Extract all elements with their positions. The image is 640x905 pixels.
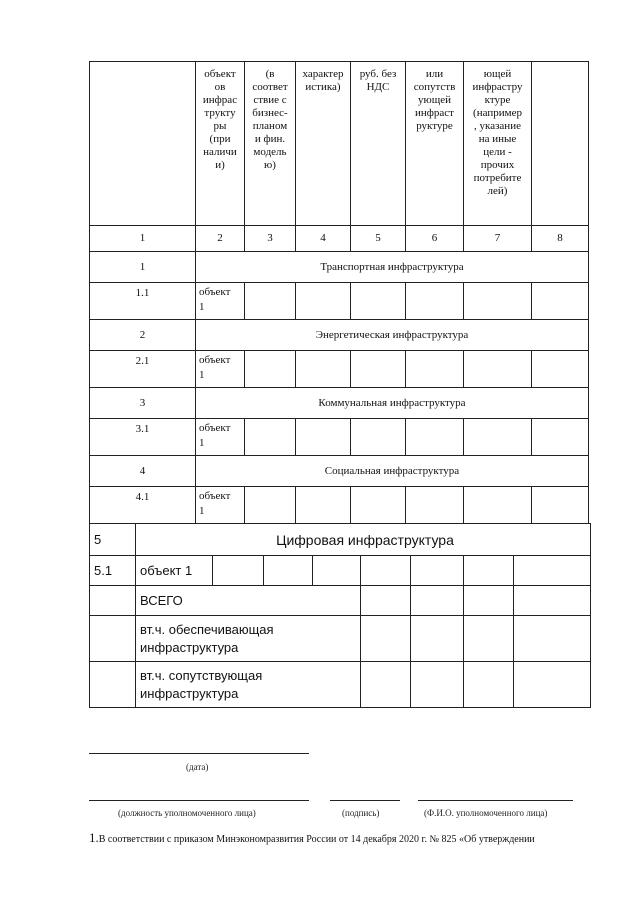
digital-table: [89, 523, 591, 708]
signature-line: [330, 800, 400, 801]
data-cell: [296, 351, 351, 388]
section-row-5: [90, 524, 591, 556]
col-number: 2: [196, 226, 245, 252]
position-line: [89, 800, 309, 801]
data-cell: [245, 283, 296, 320]
section-name: Коммунальная инфраструктура: [196, 388, 589, 419]
data-cell: [245, 351, 296, 388]
section-row: [90, 456, 589, 487]
section-row: [90, 320, 589, 351]
column-numbers-row: [90, 226, 589, 252]
data-cell: [532, 283, 589, 320]
data-cell: [296, 283, 351, 320]
name-caption: (Ф.И.О. уполномоченного лица): [424, 808, 548, 818]
date-line: [89, 753, 309, 754]
object-number: 5.1: [90, 556, 136, 586]
data-cell: [411, 556, 464, 586]
header-row: [90, 62, 589, 226]
data-cell: [464, 616, 514, 662]
data-cell: [532, 487, 589, 524]
col-number: 8: [532, 226, 589, 252]
support-row: [90, 616, 591, 662]
object-row-5-1: [90, 556, 591, 586]
data-cell: [514, 662, 591, 708]
data-cell: [411, 586, 464, 616]
data-cell: [406, 351, 464, 388]
header-cell-3: (в соответ ствие с бизнес- планом и фин. модель ю): [245, 62, 296, 226]
position-caption: (должность уполномоченного лица): [118, 808, 256, 818]
data-cell: [351, 283, 406, 320]
empty-cell: [90, 616, 136, 662]
empty-cell: [90, 662, 136, 708]
section-name: Энергетическая инфраструктура: [196, 320, 589, 351]
data-cell: [264, 556, 313, 586]
header-cell-1: [90, 62, 196, 226]
object-number: 1.1: [90, 283, 196, 320]
section-name: Социальная инфраструктура: [196, 456, 589, 487]
date-caption: (дата): [186, 762, 209, 772]
empty-cell: [90, 586, 136, 616]
header-cell-2: объект ов инфрас трукту ры (при наличи и): [196, 62, 245, 226]
section-name: Транспортная инфраструктура: [196, 252, 589, 283]
data-cell: [361, 616, 411, 662]
data-cell: [406, 487, 464, 524]
section-number: 1: [90, 252, 196, 283]
col-number: 3: [245, 226, 296, 252]
total-row: [90, 586, 591, 616]
signature-caption: (подпись): [342, 808, 380, 818]
main-table: [89, 61, 589, 524]
data-cell: [532, 419, 589, 456]
data-cell: [213, 556, 264, 586]
data-cell: [464, 487, 532, 524]
object-number: 4.1: [90, 487, 196, 524]
object-label: объект 1: [196, 487, 245, 524]
accomp-row: [90, 662, 591, 708]
footnote-text: В соответствии с приказом Минэкономразвития России от 14 декабря 2020 г. № 825 «Об утверждении: [98, 834, 535, 845]
data-cell: [464, 351, 532, 388]
footnote: [89, 830, 535, 846]
support-label: вт.ч. обеспечивающая инфраструктура: [136, 616, 361, 662]
data-cell: [464, 419, 532, 456]
data-cell: [351, 351, 406, 388]
footnote-number: 1.: [89, 830, 99, 845]
data-cell: [296, 419, 351, 456]
header-cell-6: или сопутств ующей инфраст руктуре: [406, 62, 464, 226]
data-cell: [411, 662, 464, 708]
object-label: объект 1: [196, 351, 245, 388]
data-cell: [296, 487, 351, 524]
header-cell-8: [532, 62, 589, 226]
data-cell: [464, 283, 532, 320]
section-number: 4: [90, 456, 196, 487]
object-label: объект 1: [196, 419, 245, 456]
total-label: ВСЕГО: [136, 586, 361, 616]
object-number: 3.1: [90, 419, 196, 456]
data-cell: [406, 283, 464, 320]
data-cell: [514, 616, 591, 662]
data-cell: [464, 586, 514, 616]
name-line: [418, 800, 573, 801]
object-row: [90, 351, 589, 388]
col-number: 1: [90, 226, 196, 252]
data-cell: [406, 419, 464, 456]
section-row: [90, 388, 589, 419]
section-number: 5: [90, 524, 136, 556]
data-cell: [514, 556, 591, 586]
data-cell: [361, 556, 411, 586]
header-cell-4: характер истика): [296, 62, 351, 226]
object-row: [90, 419, 589, 456]
col-number: 7: [464, 226, 532, 252]
section-number: 3: [90, 388, 196, 419]
object-number: 2.1: [90, 351, 196, 388]
object-label: объект 1: [196, 283, 245, 320]
data-cell: [532, 351, 589, 388]
data-cell: [245, 487, 296, 524]
data-cell: [514, 586, 591, 616]
col-number: 6: [406, 226, 464, 252]
data-cell: [361, 662, 411, 708]
data-cell: [351, 419, 406, 456]
accomp-label: вт.ч. сопутствующая инфраструктура: [136, 662, 361, 708]
data-cell: [313, 556, 361, 586]
col-number: 5: [351, 226, 406, 252]
data-cell: [464, 556, 514, 586]
section-row: [90, 252, 589, 283]
header-cell-7: ющей инфрастру ктуре (например , указание на иные цели - прочих потребите лей): [464, 62, 532, 226]
object-row: [90, 487, 589, 524]
data-cell: [245, 419, 296, 456]
data-cell: [464, 662, 514, 708]
col-number: 4: [296, 226, 351, 252]
object-row: [90, 283, 589, 320]
data-cell: [351, 487, 406, 524]
data-cell: [411, 616, 464, 662]
data-cell: [361, 586, 411, 616]
object-label: объект 1: [136, 556, 213, 586]
header-cell-5: руб. без НДС: [351, 62, 406, 226]
section-name: Цифровая инфраструктура: [136, 524, 591, 556]
section-number: 2: [90, 320, 196, 351]
